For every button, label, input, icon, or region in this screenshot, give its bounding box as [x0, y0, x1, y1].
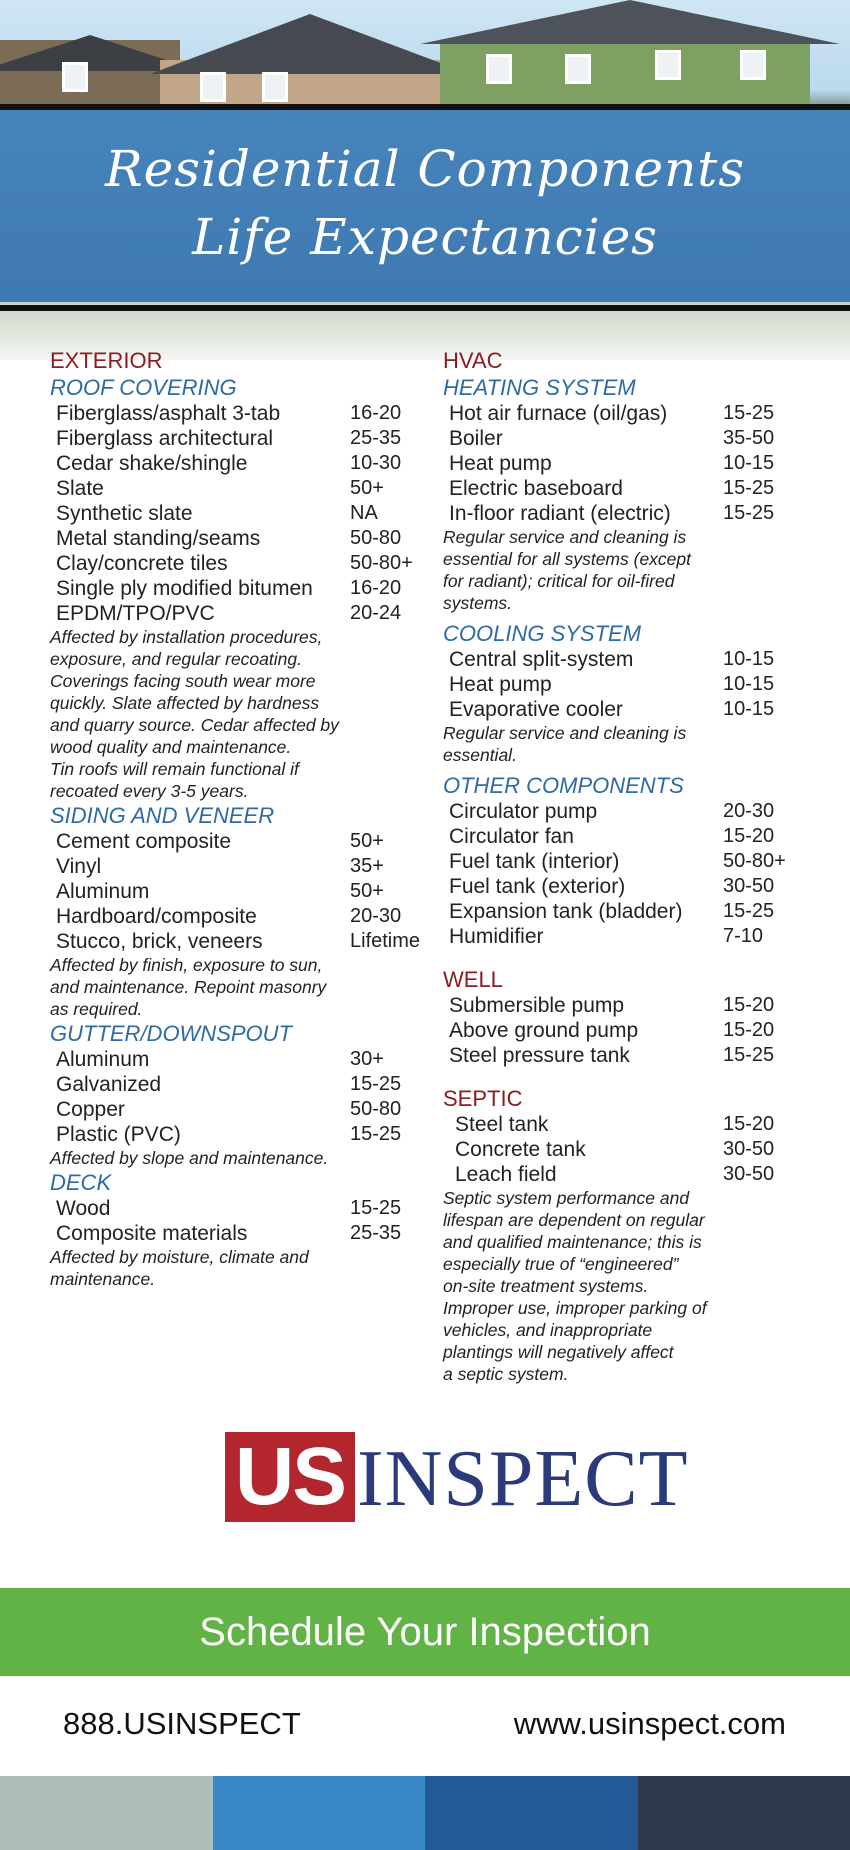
list-item [50, 879, 430, 904]
note-line: Affected by finish, exposure to sun, [50, 955, 323, 975]
component-name: Heat pump [449, 673, 552, 696]
component-name: Fuel tank (exterior) [449, 875, 626, 898]
note-line: wood quality and maintenance. [50, 737, 292, 757]
life-expectancy-years: 15-25 [350, 1123, 402, 1145]
component-name: Synthetic slate [56, 502, 193, 525]
heating-note [443, 526, 833, 614]
note-line: exposure, and regular recoating. [50, 649, 302, 669]
life-expectancy-years: 20-30 [723, 800, 775, 822]
note-line: Affected by moisture, climate and [50, 1247, 309, 1267]
component-name: Plastic (PVC) [56, 1123, 181, 1146]
list-item [50, 1047, 430, 1072]
component-name: Humidifier [449, 925, 544, 948]
header-divider-bottom [0, 305, 850, 311]
list-item [50, 526, 430, 551]
life-expectancy-years: 35+ [350, 855, 384, 877]
life-expectancy-years: NA [350, 502, 378, 524]
component-name: Leach field [455, 1163, 557, 1186]
swatch-4 [638, 1776, 850, 1850]
note-line: Improper use, improper parking of [443, 1298, 707, 1318]
component-name: Concrete tank [455, 1138, 586, 1161]
septic-note [443, 1187, 833, 1385]
component-name: Hot air furnace (oil/gas) [449, 402, 668, 425]
logo-us-mark: US [225, 1432, 355, 1522]
component-name: Wood [56, 1197, 111, 1220]
list-item [50, 1221, 430, 1246]
siding-note [50, 954, 430, 1020]
gutter-note [50, 1147, 430, 1169]
list-item [50, 601, 430, 626]
note-line: Regular service and cleaning is [443, 527, 687, 547]
component-name: Copper [56, 1098, 125, 1121]
life-expectancy-years: 16-20 [350, 402, 402, 424]
life-expectancy-years: 15-25 [723, 502, 775, 524]
list-item [443, 1112, 833, 1137]
list-item [443, 647, 833, 672]
subsection-heating-system: HEATING SYSTEM [443, 375, 636, 400]
list-item [50, 1072, 430, 1097]
note-line: as required. [50, 999, 143, 1019]
schedule-inspection-button[interactable]: Schedule Your Inspection [0, 1588, 850, 1676]
website-link[interactable]: www.usinspect.com [513, 1706, 786, 1741]
subsection-other-components: OTHER COMPONENTS [443, 773, 684, 798]
life-expectancy-years: 15-25 [723, 1044, 775, 1066]
component-name: Cement composite [56, 830, 232, 853]
subsection-roof-covering: ROOF COVERING [50, 375, 237, 400]
phone-number[interactable]: 888.USINSPECT [63, 1706, 301, 1741]
life-expectancy-years: 30+ [350, 1048, 384, 1070]
life-expectancy-years: 50+ [350, 477, 384, 499]
component-name: In-floor radiant (electric) [449, 502, 671, 525]
list-item [443, 799, 833, 824]
list-item [50, 929, 430, 954]
cooling-note [443, 722, 833, 766]
note-line: Affected by installation procedures, [50, 627, 323, 647]
note-line: and qualified maintenance; this is [443, 1232, 702, 1252]
note-line: essential for all systems (except [443, 549, 692, 569]
component-name: Expansion tank (bladder) [449, 900, 683, 923]
subsection-cooling-system: COOLING SYSTEM [443, 621, 642, 646]
page-title-line1: Residential Components [104, 140, 746, 198]
life-expectancy-years: 25-35 [350, 1222, 402, 1244]
note-line: lifespan are dependent on regular [443, 1210, 705, 1230]
component-name: Submersible pump [449, 994, 625, 1017]
septic-list [443, 1112, 833, 1187]
life-expectancy-years: 30-50 [723, 875, 775, 897]
life-expectancy-years: 15-25 [723, 477, 775, 499]
life-expectancy-years: 30-50 [723, 1138, 775, 1160]
component-name: Aluminum [56, 1048, 150, 1071]
life-expectancy-years: 35-50 [723, 427, 775, 449]
list-item [50, 551, 430, 576]
note-line: on-site treatment systems. [443, 1276, 649, 1296]
list-item [443, 476, 833, 501]
list-item [50, 476, 430, 501]
life-expectancy-years: 7-10 [723, 925, 764, 947]
heating-list [443, 401, 833, 526]
gutter-list [50, 1047, 430, 1147]
life-expectancy-years: 50-80 [350, 527, 402, 549]
component-name: Evaporative cooler [449, 698, 623, 721]
component-name: Steel tank [455, 1113, 549, 1136]
component-name: Heat pump [449, 452, 552, 475]
note-line: recoated every 3-5 years. [50, 781, 249, 801]
deck-note [50, 1246, 430, 1290]
list-item [443, 924, 833, 949]
component-name: EPDM/TPO/PVC [56, 602, 215, 625]
component-name: Circulator fan [449, 825, 574, 848]
list-item [443, 401, 833, 426]
list-item [50, 1196, 430, 1221]
cooling-list [443, 647, 833, 722]
list-item [50, 829, 430, 854]
life-expectancy-years: 15-20 [723, 994, 775, 1016]
list-item [50, 576, 430, 601]
note-line: maintenance. [50, 1269, 156, 1289]
component-name: Aluminum [56, 880, 150, 903]
life-expectancy-years: 15-25 [350, 1073, 402, 1095]
other-list [443, 799, 833, 949]
subsection-gutter-downspout: GUTTER/DOWNSPOUT [50, 1021, 292, 1046]
component-name: Metal standing/seams [56, 527, 261, 550]
list-item [443, 824, 833, 849]
list-item [50, 426, 430, 451]
page-title-line2: Life Expectancies [192, 208, 658, 266]
list-item [50, 451, 430, 476]
list-item [50, 501, 430, 526]
life-expectancy-years: 10-15 [723, 698, 775, 720]
note-line: Septic system performance and [443, 1188, 690, 1208]
list-item [50, 1122, 430, 1147]
list-item [50, 401, 430, 426]
exterior-column [50, 348, 430, 1290]
subsection-siding-veneer: SIDING AND VENEER [50, 803, 275, 828]
component-name: Fiberglass architectural [56, 427, 274, 450]
component-name: Vinyl [56, 855, 102, 878]
life-expectancy-years: 30-50 [723, 1163, 775, 1185]
logo-inspect-wordmark: INSPECT [357, 1435, 689, 1523]
list-item [443, 1043, 833, 1068]
note-line: and quarry source. Cedar affected by [50, 715, 339, 735]
life-expectancy-years: 50+ [350, 880, 384, 902]
life-expectancy-years: 20-30 [350, 905, 402, 927]
component-name: Galvanized [56, 1073, 162, 1096]
list-item [443, 672, 833, 697]
life-expectancy-years: 50-80 [350, 1098, 402, 1120]
list-item [443, 1137, 833, 1162]
life-expectancy-years: 50-80+ [723, 850, 786, 872]
note-line: quickly. Slate affected by hardness [50, 693, 320, 713]
note-line: a septic system. [443, 1364, 569, 1384]
list-item [443, 849, 833, 874]
list-item [443, 874, 833, 899]
life-expectancy-years: 15-25 [723, 900, 775, 922]
component-name: Slate [56, 477, 104, 500]
list-item [443, 697, 833, 722]
component-name: Fiberglass/asphalt 3-tab [56, 402, 281, 425]
component-name: Electric baseboard [449, 477, 623, 500]
life-expectancy-years: 10-15 [723, 673, 775, 695]
life-expectancy-years: 15-20 [723, 1019, 775, 1041]
component-name: Above ground pump [449, 1019, 639, 1042]
note-line: systems. [443, 593, 513, 613]
list-item [50, 904, 430, 929]
life-expectancy-years: 10-30 [350, 452, 402, 474]
component-name: Composite materials [56, 1222, 248, 1245]
roof-note [50, 626, 430, 802]
life-expectancy-years: 16-20 [350, 577, 402, 599]
siding-list [50, 829, 430, 954]
swatch-1 [0, 1776, 213, 1850]
section-heading-hvac: HVAC [443, 348, 503, 373]
life-expectancy-years: 50-80+ [350, 552, 413, 574]
list-item [50, 1097, 430, 1122]
life-expectancy-years: 50+ [350, 830, 384, 852]
roof-list [50, 401, 430, 626]
list-item [443, 451, 833, 476]
note-line: for radiant); critical for oil-fired [443, 571, 675, 591]
section-heading-well: WELL [443, 967, 503, 992]
component-name: Cedar shake/shingle [56, 452, 248, 475]
note-line: and maintenance. Repoint masonry [50, 977, 327, 997]
component-name: Central split-system [449, 648, 634, 671]
component-name: Stucco, brick, veneers [56, 930, 263, 953]
life-expectancy-years: 10-15 [723, 452, 775, 474]
list-item [50, 854, 430, 879]
color-swatch-bar [0, 1776, 850, 1850]
well-list [443, 993, 833, 1068]
component-name: Circulator pump [449, 800, 598, 823]
component-name: Clay/concrete tiles [56, 552, 228, 575]
section-heading-septic: SEPTIC [443, 1086, 523, 1111]
life-expectancy-years: 15-25 [350, 1197, 402, 1219]
note-line: Regular service and cleaning is [443, 723, 687, 743]
note-line: especially true of “engineered” [443, 1254, 679, 1274]
swatch-2 [213, 1776, 426, 1850]
list-item [443, 1162, 833, 1187]
list-item [443, 426, 833, 451]
section-heading-exterior: EXTERIOR [50, 348, 163, 373]
note-line: Tin roofs will remain functional if [50, 759, 299, 779]
list-item [443, 993, 833, 1018]
life-expectancy-years: 15-20 [723, 825, 775, 847]
life-expectancy-years: 25-35 [350, 427, 402, 449]
component-name: Single ply modified bitumen [56, 577, 313, 600]
note-line: Coverings facing south wear more [50, 671, 316, 691]
component-name: Steel pressure tank [449, 1044, 630, 1067]
note-line: essential. [443, 745, 517, 765]
note-line: plantings will negatively affect [443, 1342, 674, 1362]
component-name: Hardboard/composite [56, 905, 257, 928]
list-item [443, 1018, 833, 1043]
note-line: vehicles, and inappropriate [443, 1320, 653, 1340]
life-expectancy-years: 10-15 [723, 648, 775, 670]
title-banner [0, 110, 850, 302]
life-expectancy-years: 20-24 [350, 602, 402, 624]
deck-list [50, 1196, 430, 1246]
life-expectancy-years: Lifetime [350, 930, 421, 952]
life-expectancy-years: 15-25 [723, 402, 775, 424]
swatch-3 [425, 1776, 638, 1850]
component-name: Boiler [449, 427, 503, 450]
component-name: Fuel tank (interior) [449, 850, 620, 873]
life-expectancy-years: 15-20 [723, 1113, 775, 1135]
note-line: Affected by slope and maintenance. [50, 1148, 329, 1168]
list-item [443, 899, 833, 924]
list-item [443, 501, 833, 526]
hvac-column [443, 348, 833, 1385]
subsection-deck: DECK [50, 1170, 112, 1195]
